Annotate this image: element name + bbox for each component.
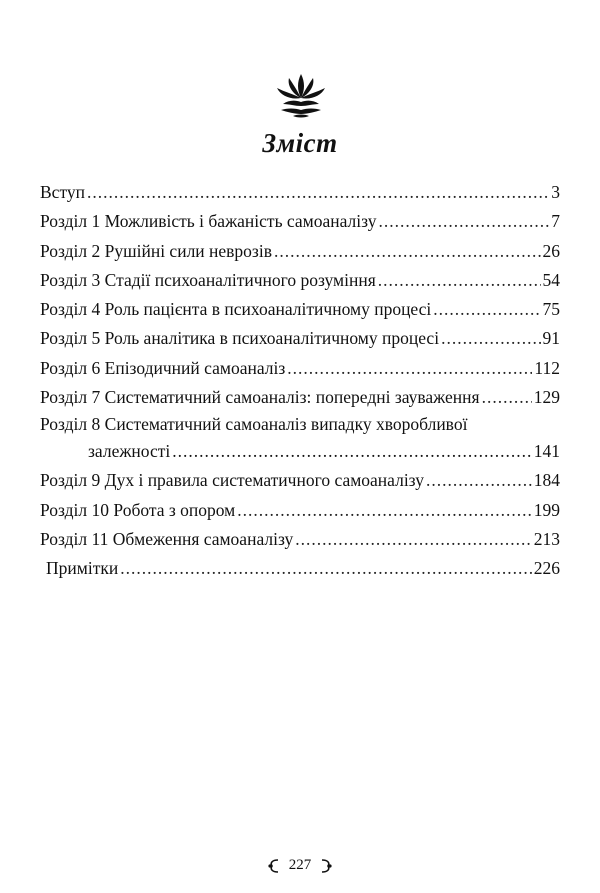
toc-entry-label: Розділ 1 Можливість і бажаність самоаналізу <box>40 211 377 232</box>
toc-entry-label: Примітки <box>46 558 119 579</box>
toc-entry-page: 141 <box>533 441 560 462</box>
toc-entry[interactable] <box>40 466 560 495</box>
scroll-left-icon <box>266 858 280 874</box>
toc-entry[interactable] <box>40 295 560 324</box>
toc-entry-label: Вступ <box>40 182 85 202</box>
toc-entry-page: 226 <box>533 558 560 579</box>
toc-entry-page: 112 <box>534 357 560 378</box>
toc-entry-label: Розділ 7 Систематичний самоаналіз: попередні зауваження <box>40 387 480 408</box>
toc-entry[interactable] <box>40 237 560 266</box>
toc-entry[interactable] <box>40 412 560 466</box>
toc-entry[interactable] <box>40 496 560 525</box>
page-title: Зміст <box>262 128 338 158</box>
toc-entry-label-continuation: залежності <box>88 441 171 462</box>
toc-entry-label: Розділ 9 Дух і правила систематичного самоаналізу <box>40 470 424 491</box>
toc-entry[interactable] <box>40 207 560 236</box>
leader-dots <box>172 436 531 466</box>
toc-entry-label: Розділ 6 Епізодичний самоаналіз <box>40 357 286 378</box>
leader-dots <box>378 266 541 295</box>
leader-dots <box>378 207 549 236</box>
leader-dots <box>287 354 532 383</box>
leader-dots <box>237 496 531 525</box>
toc-entry-label: Розділ 10 Робота з опором <box>40 499 236 520</box>
toc-entry-page: 184 <box>533 470 560 491</box>
toc-entry-page: 213 <box>533 528 560 549</box>
toc-entry-page: 91 <box>542 328 560 349</box>
toc-entry-page: 7 <box>551 211 560 232</box>
toc-entry-label: Розділ 2 Рушійні сили неврозів <box>40 240 272 261</box>
toc-entry[interactable] <box>40 266 560 295</box>
toc-entry-page: 129 <box>533 387 560 408</box>
leader-dots <box>295 525 531 554</box>
leader-dots <box>482 383 532 412</box>
toc-entry[interactable] <box>40 525 560 554</box>
leader-dots <box>433 295 540 324</box>
leader-dots <box>426 466 532 495</box>
toc-entry-page: 199 <box>533 499 560 520</box>
toc-entry[interactable] <box>40 178 560 207</box>
leader-dots <box>441 324 540 353</box>
toc-entry-page: 75 <box>542 299 560 320</box>
leader-dots <box>120 554 532 583</box>
toc-entry-page: 26 <box>542 240 560 261</box>
toc-entry-label: Розділ 8 Систематичний самоаналіз випадку хворобливої <box>40 414 468 435</box>
page-number: 227 <box>288 857 312 874</box>
leader-dots <box>274 237 541 266</box>
toc-entry-label: Розділ 11 Обмеження самоаналізу <box>40 528 294 549</box>
toc-entry-page: 3 <box>551 182 560 202</box>
lily-ornament-icon <box>273 68 329 124</box>
toc-entry-label: Розділ 3 Стадії психоаналітичного розуміння <box>40 269 376 290</box>
page-footer <box>0 857 600 874</box>
toc-entry[interactable] <box>40 554 560 583</box>
toc-entry[interactable] <box>40 383 560 412</box>
scroll-right-icon <box>320 858 334 874</box>
leader-dots <box>87 178 549 207</box>
toc-entry-label: Розділ 5 Роль аналітика в психоаналітичному процесі <box>40 328 440 349</box>
toc-entry[interactable] <box>40 324 560 353</box>
table-of-contents <box>40 178 560 584</box>
toc-entry-page: 54 <box>542 269 560 290</box>
toc-entry[interactable] <box>40 354 560 383</box>
toc-entry-label: Розділ 4 Роль пацієнта в психоаналітичному процесі <box>40 299 432 320</box>
